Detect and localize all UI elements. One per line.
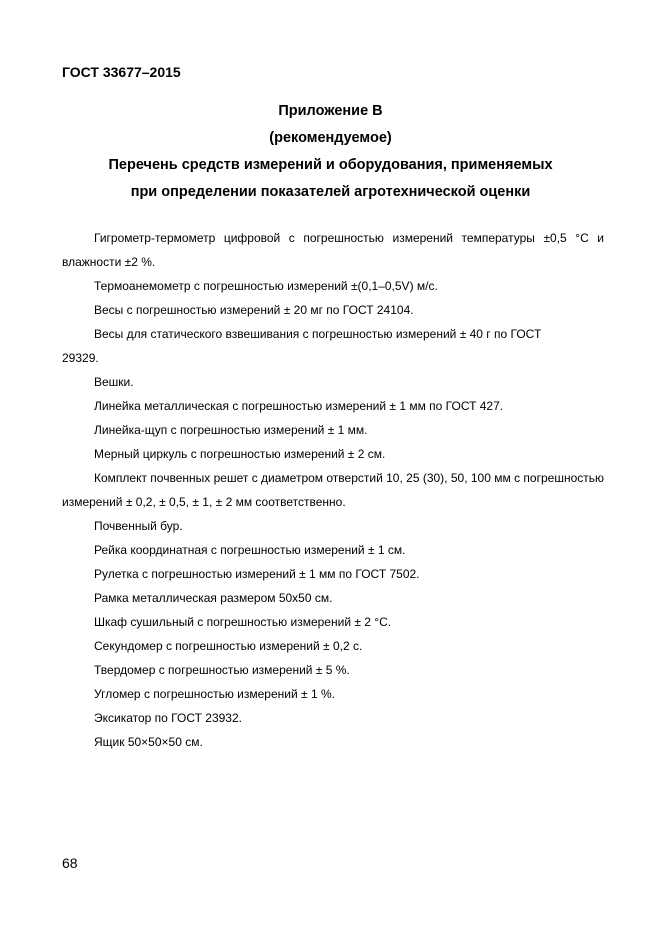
page-number: 68 bbox=[62, 855, 78, 871]
list-item: Рулетка с погрешностью измерений ± 1 мм по ГОСТ 7502. bbox=[94, 567, 420, 581]
list-item: Рейка координатная с погрешностью измерений ± 1 см. bbox=[94, 543, 406, 557]
list-item: Почвенный бур. bbox=[94, 519, 183, 533]
list-item: Угломер с погрешностью измерений ± 1 %. bbox=[94, 687, 335, 701]
appendix-title-line-2: при определении показателей агротехнической оценки bbox=[130, 184, 531, 200]
list-item: Эксикатор по ГОСТ 23932. bbox=[94, 711, 242, 725]
list-item: Весы с погрешностью измерений ± 20 мг по ГОСТ 24104. bbox=[94, 303, 414, 317]
appendix-title-block bbox=[0, 98, 661, 206]
equipment-list bbox=[62, 226, 604, 754]
list-item: Комплект почвенных решет с диаметром отверстий 10, 25 (30), 50, 100 мм с погрешностью измерений ± 0,2, ± 0,5, ± 1, ± 2 мм соответственно. bbox=[62, 471, 604, 509]
list-item: Рамка металлическая размером 50х50 см. bbox=[94, 591, 333, 605]
list-item: Термоанемометр с погрешностью измерений ±(0,1–0,5V) м/с. bbox=[94, 279, 438, 293]
list-item: Мерный циркуль с погрешностью измерений ± 2 см. bbox=[94, 447, 386, 461]
list-item: Линейка металлическая с погрешностью измерений ± 1 мм по ГОСТ 427. bbox=[94, 399, 504, 413]
document-code: ГОСТ 33677–2015 bbox=[62, 64, 181, 80]
list-item: Гигрометр-термометр цифровой с погрешностью измерений температуры ±0,5 °С и влажности ±2 %. bbox=[62, 231, 604, 269]
list-item: Весы для статического взвешивания с погрешностью измерений ± 40 г по ГОСТ 29329. bbox=[62, 327, 542, 365]
list-item: Ящик 50×50×50 см. bbox=[94, 735, 203, 749]
appendix-status: (рекомендуемое) bbox=[269, 130, 392, 146]
list-item: Вешки. bbox=[94, 375, 134, 389]
list-item: Линейка-щуп с погрешностью измерений ± 1 мм. bbox=[94, 423, 368, 437]
list-item: Шкаф сушильный с погрешностью измерений ± 2 °С. bbox=[94, 615, 392, 629]
list-item: Твердомер с погрешностью измерений ± 5 %. bbox=[94, 663, 350, 677]
appendix-label: Приложение В bbox=[278, 103, 383, 119]
list-item: Секундомер с погрешностью измерений ± 0,2 с. bbox=[94, 639, 363, 653]
appendix-title-line-1: Перечень средств измерений и оборудования, применяемых bbox=[108, 157, 553, 173]
